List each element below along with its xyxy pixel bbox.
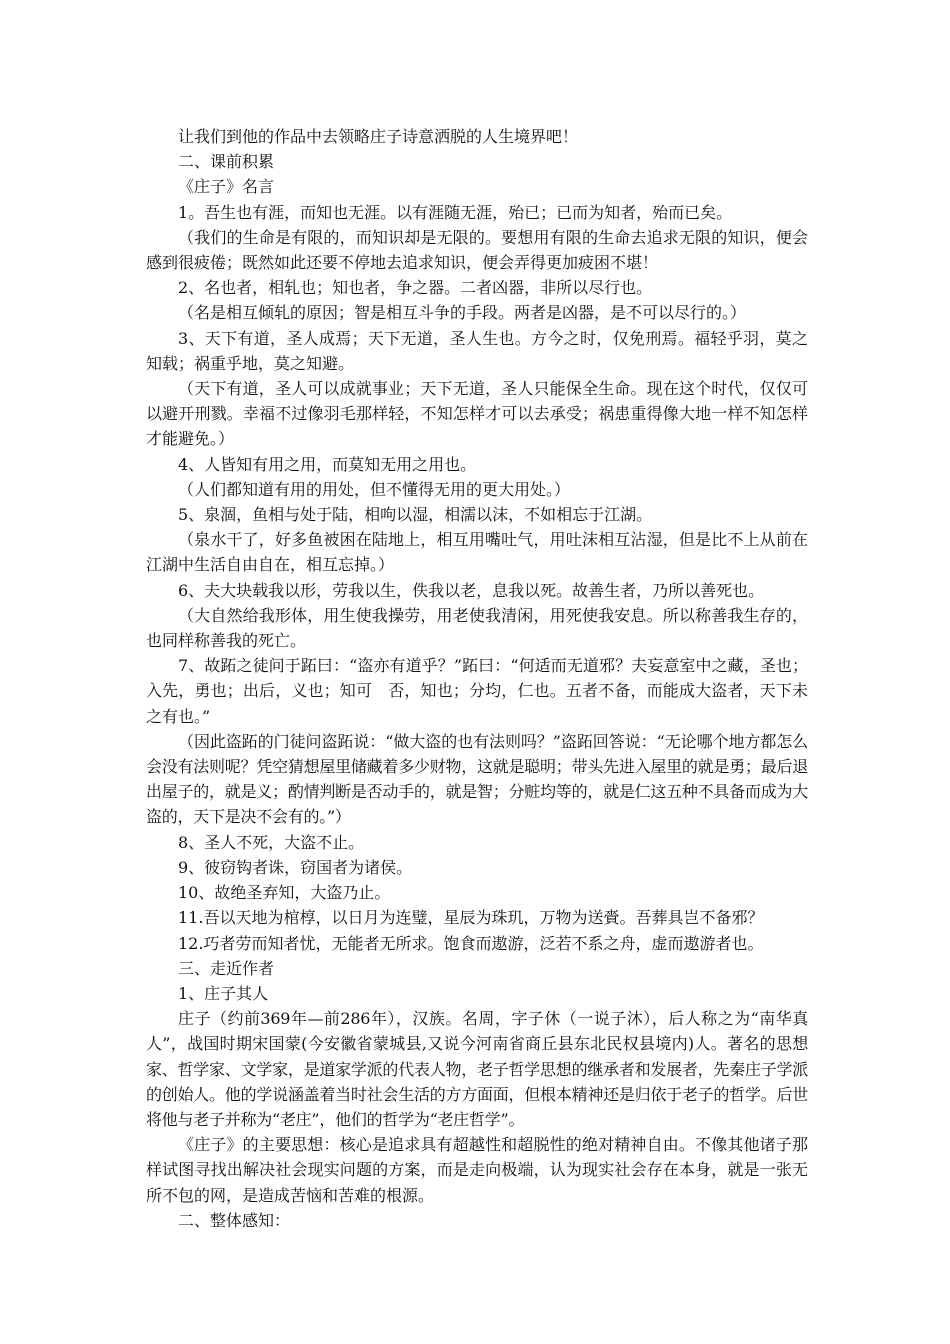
section-heading-overall: 二、整体感知： <box>178 1210 291 1230</box>
subheading-zhuangzi: 1、庄子其人 <box>178 983 269 1003</box>
quote-11: 11.吾以天地为棺椁，以日月为连璧，星辰为珠玑，万物为送賫。吾葬具岂不备邪？ <box>178 908 764 928</box>
quote-1-translation: （我们的生命是有限的，而知识却是无限的。要想用有限的生命去追求无限的知识，便会感到很疲倦；既然如此还要不停地去追求知识，便会弄得更加疲困不堪！ <box>146 227 808 273</box>
quote-5: 5、泉涸，鱼相与处于陆，相呴以湿，相濡以沫，不如相忘于江湖。 <box>178 505 653 525</box>
quote-3: 3、天下有道，圣人成焉；天下无道，圣人生也。方今之时，仅免刑焉。福轻乎羽，莫之知载；祸重乎地，莫之知避。 <box>146 328 808 373</box>
quote-4: 4、人皆知有用之用，而莫知无用之用也。 <box>178 454 477 474</box>
document-body <box>146 124 808 1233</box>
quote-5-translation: （泉水干了，好多鱼被困在陆地上，相互用嘴吐气，用吐沫相互沾湿，但是比不上从前在江湖中生活自由自在，相互忘掉。） <box>146 530 808 575</box>
section-heading-author: 三、走近作者 <box>178 958 275 978</box>
quote-7: 7、故跖之徒问于跖曰：“盗亦有道乎？”跖曰：“何适而无道邪？夫妄意室中之藏，圣也；入先，勇也；出后，义也；知可 否，知也；分均，仁也。五者不备，而能成大盗者，天下未之有也。” <box>146 656 808 726</box>
quote-6: 6、夫大块载我以形，劳我以生，佚我以老，息我以死。故善生者，乃所以善死也。 <box>178 580 765 600</box>
section-heading-pre-class: 二、课前积累 <box>178 152 275 172</box>
quote-4-translation: （人们都知道有用的用处，但不懂得无用的更大用处。） <box>178 479 571 499</box>
quote-6-translation: （大自然给我形体，用生使我操劳，用老使我清闲，用死使我安息。所以称善我生存的，也同样称善我的死亡。 <box>146 605 808 651</box>
quote-12: 12.巧者劳而知者忧，无能者无所求。饱食而遨游，泛若不系之舟，虚而遨游者也。 <box>178 933 764 953</box>
quote-1: 1。吾生也有涯，而知也无涯。以有涯随无涯，殆已；已而为知者，殆而已矣。 <box>178 202 733 222</box>
subheading-quotes: 《庄子》名言 <box>178 177 275 197</box>
main-ideas-paragraph: 《庄子》的主要思想：核心是追求具有超越性和超脱性的绝对精神自由。不像其他诸子那样试图寻找出解决社会现实问题的方案，而是走向极端，认为现实社会存在本身，就是一张无所不包的网，是造成苦恼和苦难的根源。 <box>146 1135 808 1205</box>
quote-3-translation: （天下有道，圣人可以成就事业；天下无道，圣人只能保全生命。现在这个时代，仅仅可以避开刑戮。幸福不过像羽毛那样轻，不知怎样才可以去承受；祸患重得像大地一样不知怎样才能避免。） <box>146 379 808 449</box>
quote-2: 2、名也者，相轧也；知也者，争之器。二者凶器，非所以尽行也。 <box>178 278 653 298</box>
author-bio-paragraph: 庄子（约前369年—前286年），汉族。名周，字子休（一说子沐），后人称之为“南华真人”，战国时期宋国蒙(今安徽省蒙城县,又说今河南省商丘县东北民权县境内)人。著名的思想家、哲学家、文学家，是道家学派的代表人物，老子哲学思想的继承者和发展者，先秦庄子学派的创始人。他的学说涵盖着当时社会生活的方方面面，但根本精神还是归依于老子的哲学。后世将他与老子并称为“老庄”，他们的哲学为“老庄哲学”。 <box>146 1009 808 1129</box>
quote-7-translation: （因此盗跖的门徒问盗跖说：“做大盗的也有法则吗？”盗跖回答说：“无论哪个地方都怎么会没有法则呢？凭空猜想屋里储藏着多少财物，这就是聪明；带头先进入屋里的就是勇；最后退出屋子的，就是义；酌情判断是否动手的，就是智；分赃均等的，就是仁这五种不具备而成为大盗的，天下是决不会有的。”） <box>146 731 808 827</box>
intro-paragraph: 让我们到他的作品中去领略庄子诗意洒脱的人生境界吧！ <box>178 127 579 146</box>
quote-8: 8、圣人不死，大盗不止。 <box>178 832 365 852</box>
quote-9: 9、彼窃钩者诛，窃国者为诸侯。 <box>178 857 413 877</box>
quote-10: 10、故绝圣弃知，大盗乃止。 <box>178 883 391 903</box>
quote-2-translation: （名是相互倾轧的原因；智是相互斗争的手段。两者是凶器，是不可以尽行的。） <box>178 303 747 323</box>
